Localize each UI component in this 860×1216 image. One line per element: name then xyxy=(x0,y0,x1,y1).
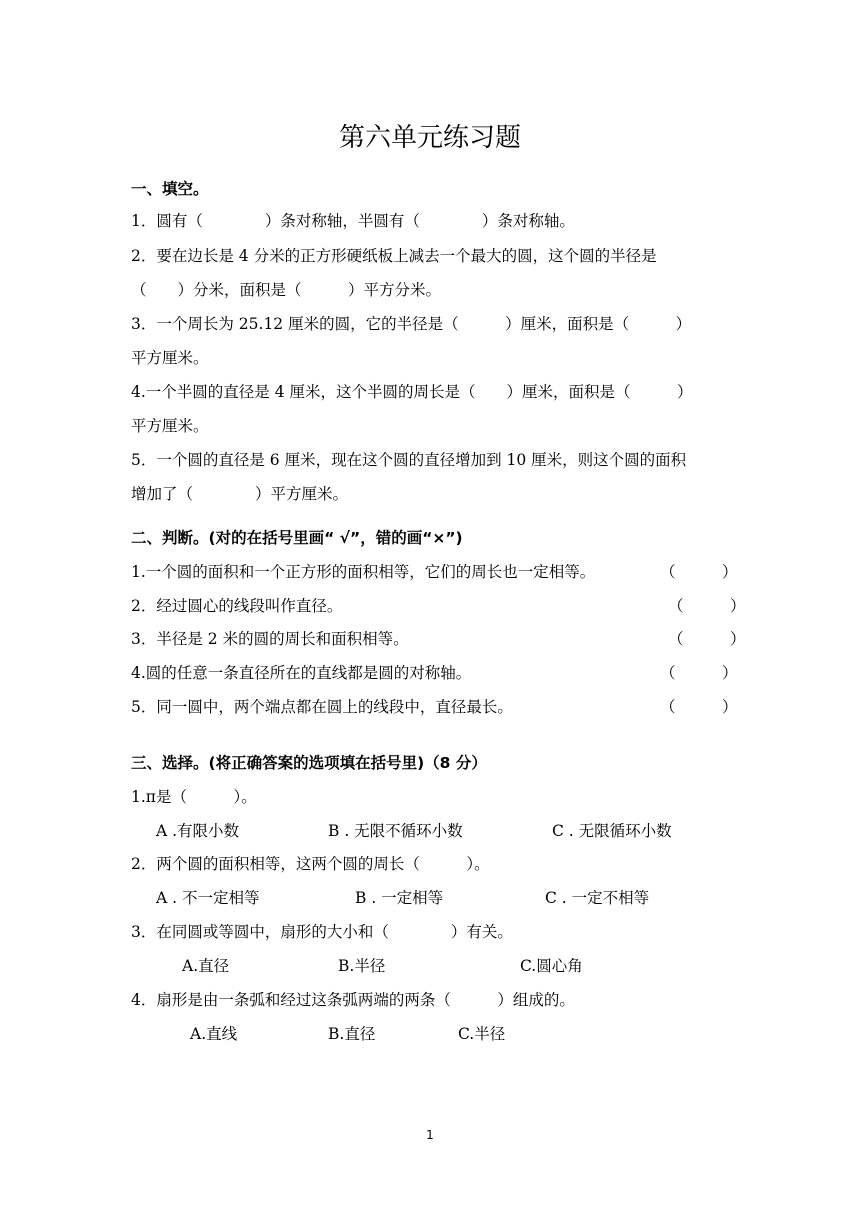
answer-paren: （ ） xyxy=(668,597,746,615)
choice-question: 2．两个圆的面积相等，这两个圆的周长（ ）。 xyxy=(131,855,490,873)
answer-paren: （ ） xyxy=(660,563,738,581)
judge-item: 2．经过圆心的线段叫作直径。 xyxy=(131,597,343,615)
section-heading-choice: 三、选择。(将正确答案的选项填在括号里)（8 分） xyxy=(131,754,487,772)
answer-paren: （ ） xyxy=(660,698,738,716)
judge-item: 3．半径是 2 米的圆的周长和面积相等。 xyxy=(131,630,409,648)
judge-item: 5．同一圆中，两个端点都在圆上的线段中，直径最长。 xyxy=(131,698,513,716)
section-heading-fill: 一、填空。 xyxy=(131,180,209,198)
section-heading-judge: 二、判断。(对的在括号里画“ √”，错的画“×”) xyxy=(131,529,463,547)
judge-item: 4.圆的任意一条直径所在的直线都是圆的对称轴。 xyxy=(131,664,472,682)
fill-line: 增加了（ ）平方厘米。 xyxy=(131,485,349,503)
choice-question: 4．扇形是由一条弧和经过这条弧两端的两条（ ）组成的。 xyxy=(131,991,575,1009)
choice-option: C . 无限循环小数 xyxy=(552,822,672,840)
choice-option: B.半径 xyxy=(338,957,386,975)
choice-option: C.圆心角 xyxy=(520,957,583,975)
choice-option: B . 无限不循环小数 xyxy=(328,822,463,840)
choice-option: A .有限小数 xyxy=(156,822,240,840)
fill-line: 2．要在边长是 4 分米的正方形硬纸板上减去一个最大的圆，这个圆的半径是 xyxy=(131,247,657,265)
answer-paren: （ ） xyxy=(660,664,738,682)
choice-option: C . 一定不相等 xyxy=(545,889,650,907)
fill-line: 平方厘米。 xyxy=(131,417,209,435)
page-title: 第六单元练习题 xyxy=(338,123,521,153)
fill-line: 5．一个圆的直径是 6 厘米，现在这个圆的直径增加到 10 厘米，则这个圆的面积 xyxy=(131,451,687,469)
fill-line: 平方厘米。 xyxy=(131,349,209,367)
choice-option: A.直线 xyxy=(190,1025,238,1043)
choice-option: B.直径 xyxy=(328,1025,376,1043)
fill-line: 1．圆有（ ）条对称轴，半圆有（ ）条对称轴。 xyxy=(131,212,575,230)
choice-question: 1.π是（ ）。 xyxy=(131,788,257,806)
page-number: 1 xyxy=(426,1128,434,1142)
judge-item: 1.一个圆的面积和一个正方形的面积相等，它们的周长也一定相等。 xyxy=(131,563,596,581)
choice-option: B . 一定相等 xyxy=(355,889,444,907)
fill-line: （ ）分米，面积是（ ）平方分米。 xyxy=(131,281,442,299)
fill-line: 4.一个半圆的直径是 4 厘米，这个半圆的周长是（ ）厘米，面积是（ ） xyxy=(131,383,693,401)
choice-option: A.直径 xyxy=(182,957,230,975)
choice-option: C.半径 xyxy=(458,1025,506,1043)
choice-option: A . 不一定相等 xyxy=(156,889,260,907)
choice-question: 3．在同圆或等圆中，扇形的大小和（ ）有关。 xyxy=(131,923,513,941)
fill-line: 3．一个周长为 25.12 厘米的圆，它的半径是（ ）厘米，面积是（ ） xyxy=(131,315,692,333)
answer-paren: （ ） xyxy=(668,630,746,648)
